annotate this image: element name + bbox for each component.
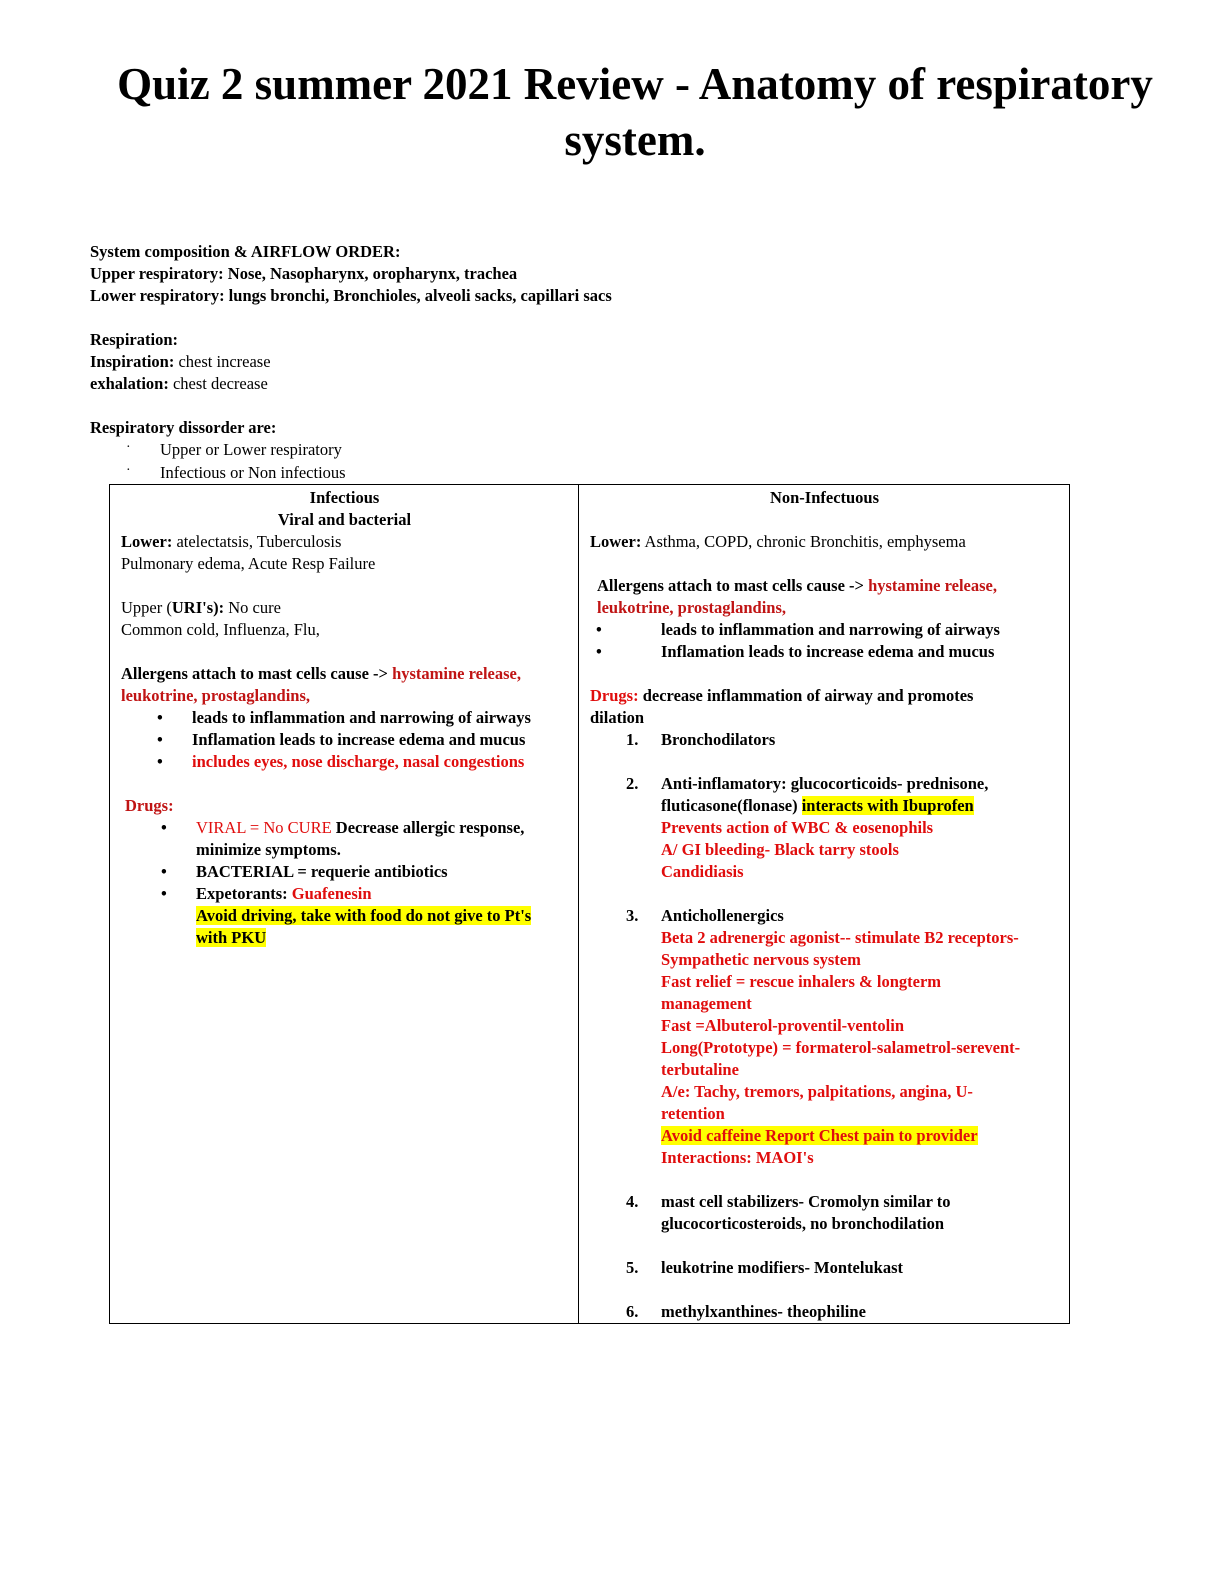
item-number: 1.: [626, 730, 639, 749]
disorder-text: Infectious or Non infectious: [160, 463, 346, 482]
bullet-text: Inflamation leads to increase edema and mucus: [192, 730, 526, 749]
respiration-section: [90, 329, 271, 395]
spacer: [590, 1235, 1059, 1257]
disorders-table: [109, 484, 1070, 1324]
bullet-icon: •: [157, 730, 163, 749]
infectious-upper-line: [121, 597, 568, 619]
list-item: [161, 817, 568, 839]
bullet-icon: •: [157, 752, 163, 771]
infectious-upper-line2: Common cold, Influenza, Flu,: [121, 620, 320, 639]
item-text-line2: [661, 795, 1059, 817]
bullet-text: Inflamation leads to increase edema and mucus: [661, 642, 995, 661]
disorder-text: Upper or Lower respiratory: [160, 440, 342, 459]
drug-viral-text: Decrease allergic response,: [331, 818, 525, 837]
page-title: Quiz 2 summer 2021 Review - Anatomy of respiratory system.: [117, 59, 1153, 165]
noninfectious-lower-line: [590, 531, 1059, 553]
item-red-text: Prevents action of WBC & eosenophils: [661, 818, 934, 837]
noninfectious-lower-label: Lower:: [590, 532, 642, 551]
item-red-text: A/ GI bleeding- Black tarry stools: [661, 840, 899, 859]
item-red-text: management: [661, 994, 752, 1013]
drugs-label: Drugs:: [590, 686, 639, 705]
bullet-icon: ·: [126, 440, 131, 455]
bullet-icon: •: [161, 884, 167, 903]
allergens-text: Allergens attach to mast cells cause ->: [597, 576, 869, 595]
inspiration-text: chest increase: [174, 352, 271, 371]
item-text: mast cell stabilizers- Cromolyn similar to: [661, 1192, 951, 1211]
disorders-list: [90, 439, 690, 485]
item-red-text: Long(Prototype) = formaterol-salametrol-serevent-: [661, 1038, 1021, 1057]
list-item: [590, 729, 1059, 751]
bullet-icon: ·: [126, 463, 131, 478]
drug-bacterial: BACTERIAL = requerie antibiotics: [196, 862, 448, 881]
noninfectious-column: [579, 485, 1070, 1324]
list-item: [157, 729, 568, 751]
infectious-column: [110, 485, 579, 1324]
item-red-text: Candidiasis: [661, 862, 744, 881]
item-red-text: Interactions: MAOI's: [661, 1148, 814, 1167]
infectious-drugs-label: Drugs:: [125, 796, 174, 815]
spacer: [590, 1169, 1059, 1191]
bullet-text-red: includes eyes, nose discharge, nasal congestions: [192, 752, 525, 771]
list-item: [90, 439, 690, 462]
item-red-text: Fast relief = rescue inhalers & longterm: [661, 972, 942, 991]
noninfectious-allergens-line2: leukotrine, prostaglandins,: [597, 598, 787, 617]
infectious-lower-label: Lower:: [121, 532, 173, 551]
spacer: [590, 883, 1059, 905]
infectious-lower-line2: Pulmonary edema, Acute Resp Failure: [121, 554, 376, 573]
infectious-drug-list: [121, 817, 568, 949]
item-number: 3.: [626, 906, 639, 925]
list-item: [590, 1191, 1059, 1235]
disorders-section: [90, 417, 690, 485]
noninfectious-drugs-line: [590, 685, 1059, 707]
highlight-warning: Avoid caffeine Report Chest pain to provider: [661, 1126, 978, 1145]
list-item: [590, 1257, 1059, 1279]
item-text: Bronchodilators: [661, 730, 776, 749]
allergens-text: Allergens attach to mast cells cause ->: [121, 664, 393, 683]
bullet-icon: •: [161, 818, 167, 837]
list-item: [590, 1301, 1059, 1323]
drug-expetorants: Expetorants:: [196, 884, 292, 903]
upper-text: No cure: [224, 598, 281, 617]
drugs-text: decrease inflammation of airway and promotes: [638, 686, 974, 705]
list-item: [596, 641, 1059, 663]
list-item: [161, 861, 568, 883]
exhalation-line: [90, 373, 271, 395]
item-number: 5.: [626, 1258, 639, 1277]
infectious-subheader: Viral and bacterial: [277, 510, 412, 529]
item-text: Antichollenergics: [661, 906, 784, 925]
item-text: fluticasone(flonase): [661, 796, 802, 815]
infectious-lower-text: atelectatsis, Tuberculosis: [172, 532, 342, 551]
item-red-text: Sympathetic nervous system: [661, 950, 861, 969]
noninfectious-drugs-line2: dilation: [590, 708, 645, 727]
drug-guafenesin: Guafenesin: [291, 884, 372, 903]
composition-lower: Lower respiratory: lungs bronchi, Bronchioles, alveoli sacks, capillari sacs: [90, 286, 612, 305]
upper-prefix: Upper (: [121, 598, 172, 617]
bullet-icon: •: [161, 862, 167, 881]
list-item: [590, 905, 1059, 1169]
list-item: [161, 883, 568, 905]
list-item: [90, 462, 690, 485]
drug-viral: VIRAL = No CURE: [196, 818, 332, 837]
infectious-header: Infectious: [309, 488, 380, 507]
composition-section: [90, 241, 612, 307]
bullet-icon: •: [596, 620, 602, 639]
inspiration-line: [90, 351, 271, 373]
highlight-warning: with PKU: [196, 928, 267, 947]
composition-heading: System composition & AIRFLOW ORDER:: [90, 242, 401, 261]
item-text: glucocorticosteroids, no bronchodilation: [661, 1214, 945, 1233]
infectious-allergens: [121, 663, 568, 685]
noninfectious-header: Non-Infectuous: [769, 488, 880, 507]
allergens-red: hystamine release,: [392, 664, 521, 683]
item-text: Anti-inflamatory: glucocorticoids- prednisone,: [661, 774, 989, 793]
infectious-allergens-line2: leukotrine, prostaglandins,: [121, 686, 311, 705]
list-item: [157, 751, 568, 773]
disorders-heading: Respiratory dissorder are:: [90, 418, 277, 437]
infectious-lower-line: [121, 531, 568, 553]
item-red-text: Beta 2 adrenergic agonist-- stimulate B2 receptors-: [661, 928, 1019, 947]
list-item: [590, 773, 1059, 883]
item-red-text: Fast =Albuterol-proventil-ventolin: [661, 1016, 904, 1035]
bullet-icon: •: [596, 642, 602, 661]
item-number: 4.: [626, 1192, 639, 1211]
highlight-warning: interacts with Ibuprofen: [801, 796, 974, 815]
upper-label: URI's):: [171, 598, 225, 617]
exhalation-label: exhalation:: [90, 374, 169, 393]
item-red-text: retention: [661, 1104, 725, 1123]
item-red-text: A/e: Tachy, tremors, palpitations, angina, U-: [661, 1082, 973, 1101]
spacer: [590, 1279, 1059, 1301]
noninfectious-allergens: [590, 575, 1059, 597]
composition-upper: Upper respiratory: Nose, Nasopharynx, oropharynx, trachea: [90, 264, 518, 283]
noninfectious-lower-text: Asthma, COPD, chronic Bronchitis, emphysema: [641, 532, 966, 551]
list-item-cont: [161, 839, 568, 861]
spacer: [590, 751, 1059, 773]
highlight-warning: Avoid driving, take with food do not give to Pt's: [196, 906, 532, 925]
item-text: methylxanthines- theophiline: [661, 1302, 866, 1321]
bullet-text: leads to inflammation and narrowing of airways: [661, 620, 1000, 639]
noninfectious-bullets: [590, 619, 1059, 663]
item-red-text: terbutaline: [661, 1060, 739, 1079]
list-item-cont: [161, 905, 568, 927]
list-item-cont: [161, 927, 568, 949]
noninfectious-drug-list: [590, 729, 1059, 1323]
item-number: 6.: [626, 1302, 639, 1321]
list-item: [157, 707, 568, 729]
item-number: 2.: [626, 774, 639, 793]
infectious-bullets: [121, 707, 568, 773]
list-item: [596, 619, 1059, 641]
respiration-heading: Respiration:: [90, 330, 178, 349]
bullet-text: leads to inflammation and narrowing of airways: [192, 708, 531, 727]
item-text: leukotrine modifiers- Montelukast: [661, 1258, 903, 1277]
bullet-icon: •: [157, 708, 163, 727]
allergens-red: hystamine release,: [868, 576, 997, 595]
inspiration-label: Inspiration:: [90, 352, 175, 371]
drug-viral-text2: minimize symptoms.: [196, 840, 341, 859]
exhalation-text: chest decrease: [168, 374, 268, 393]
